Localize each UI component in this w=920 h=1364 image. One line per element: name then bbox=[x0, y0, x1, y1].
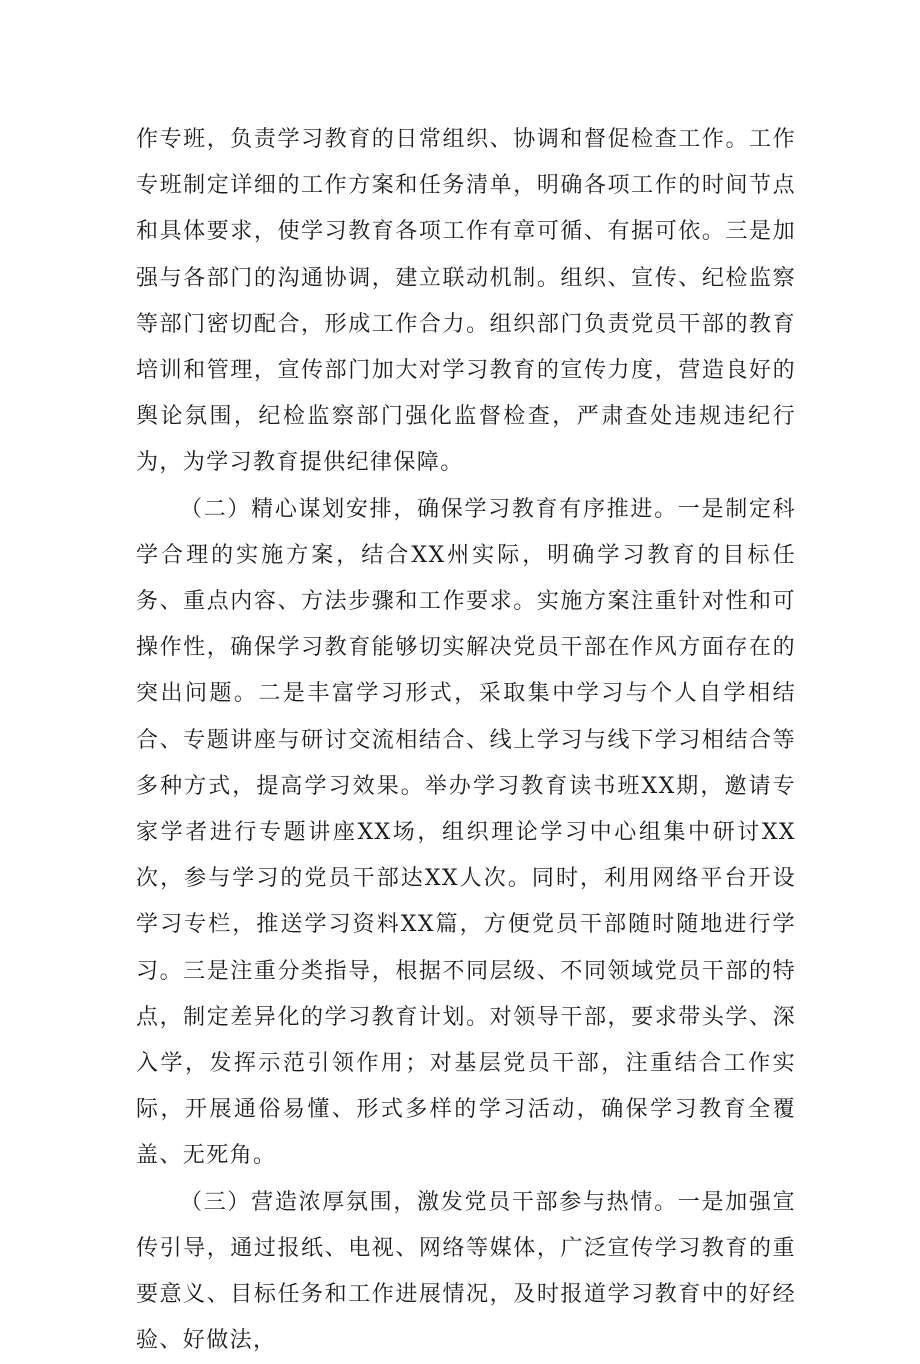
paragraph-section-3: （三）营造浓厚氛围，激发党员干部参与热情。一是加强宣传引导，通过报纸、电视、网络等媒体，广泛宣传学习教育的重要意义、目标任务和工作进展情况，及时报道学习教育中的好经验、好做法， bbox=[136, 1189, 796, 1354]
paragraph-continuation: 作专班，负责学习教育的日常组织、协调和督促检查工作。工作专班制定详细的工作方案和任务清单，明确各项工作的时间节点和具体要求，使学习教育各项工作有章可循、有据可依。三是加强与各部门的沟通协调，建立联动机制。组织、宣传、纪检监察等部门密切配合，形成工作合力。组织部门负责党员干部的教育培训和管理，宣传部门加大对学习教育的宣传力度，营造良好的舆论氛围，纪检监察部门强化监督检查，严肃查处违规违纪行为，为学习教育提供纪律保障。 bbox=[136, 127, 796, 476]
paragraph-section-2: （二）精心谋划安排，确保学习教育有序推进。一是制定科学合理的实施方案，结合XX州实际，明确学习教育的目标任务、重点内容、方法步骤和工作要求。实施方案注重针对性和可操作性，确保学习教育能够切实解决党员干部在作风方面存在的突出问题。二是丰富学习形式，采取集中学习与个人自学相结合、专题讲座与研讨交流相结合、线上学习与线下学习相结合等多种方式，提高学习效果。举办学习教育读书班XX期，邀请专家学者进行专题讲座XX场，组织理论学习中心组集中研讨XX次，参与学习的党员干部达XX人次。同时，利用网络平台开设学习专栏，推送学习资料XX篇，方便党员干部随时随地进行学习。三是注重分类指导，根据不同层级、不同领域党员干部的特点，制定差异化的学习教育计划。对领导干部，要求带头学、深入学，发挥示范引领作用；对基层党员干部，注重结合工作实际，开展通俗易懂、形式多样的学习活动，确保学习教育全覆盖、无死角。 bbox=[136, 496, 796, 1169]
document-body bbox=[136, 117, 796, 1364]
